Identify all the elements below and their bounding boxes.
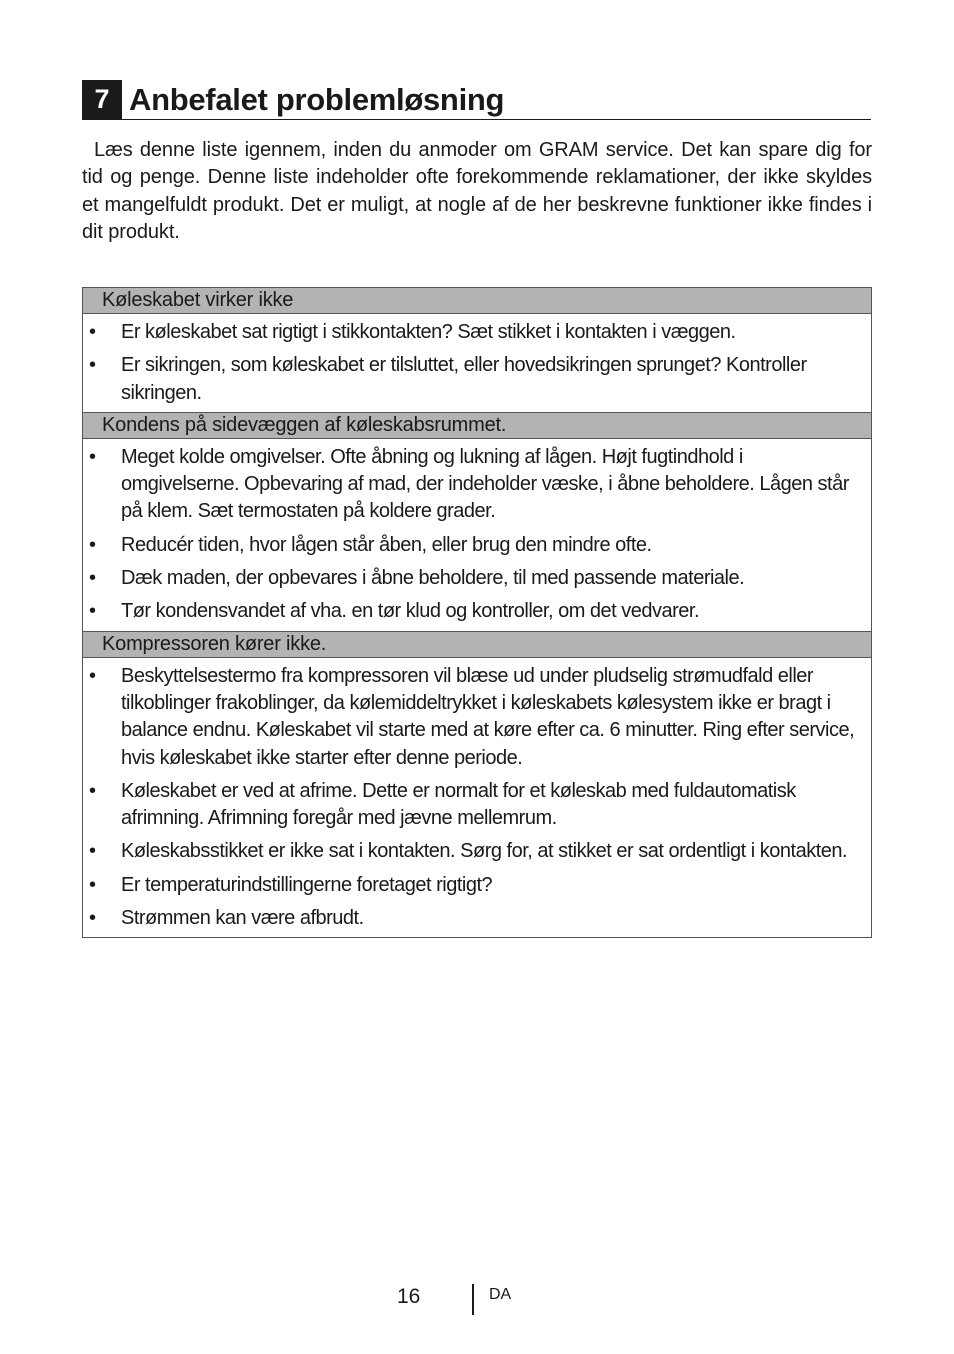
intro-paragraph: Læs denne liste igennem, inden du anmoder om GRAM service. Det kan spare dig for tid og penge. Denne liste indeholder ofte forekommende reklamationer, der ikke skyldes et mangelfuldt produkt. Det er muligt, at nogle af de her beskrevne funktioner ikke findes i dit produkt. xyxy=(82,139,872,243)
list-item: • Tør kondensvandet af vha. en tør klud og kontroller, om det vedvarer. xyxy=(83,598,863,625)
chapter-title: Anbefalet problemløsning xyxy=(129,82,505,117)
chapter-number: 7 xyxy=(82,80,122,119)
section-heading-not-working: Køleskabet virker ikke xyxy=(83,288,871,314)
list-item: • Køleskabsstikket er ikke sat i kontakten. Sørg for, at stikket er sat ordentligt i kontakten. xyxy=(83,838,863,865)
chapter-header xyxy=(82,80,871,120)
list-item: • Beskyttelsestermo fra kompressoren vil blæse ud under pludselig strømudfald eller tilkoblinger frakoblinger, da kølemiddeltrykket i køleskabets kølesystem ikke er bragt i balance endnu. Køleskabet vil starte med at køre efter ca. 6 minutter. Ring efter service, hvis køleskabet ikke starter efter denne periode. xyxy=(83,663,863,772)
list-item: • Er sikringen, som køleskabet er tilsluttet, eller hovedsikringen sprunget? Kontroller sikringen. xyxy=(83,352,863,407)
troubleshooting-table xyxy=(82,287,872,938)
page-number: 16 xyxy=(397,1285,421,1308)
section-heading-condensation: Kondens på sidevæggen af køleskabsrummet. xyxy=(83,412,871,439)
list-item: • Meget kolde omgivelser. Ofte åbning og lukning af lågen. Højt fugtindhold i omgivelserne. Opbevaring af mad, der indeholder væske, i åbne beholdere. Lågen står på klem. Sæt termostaten på koldere grader. xyxy=(83,444,863,526)
list-item: • Dæk maden, der opbevares i åbne beholdere, til med passende materiale. xyxy=(83,565,863,592)
list-item: • Strømmen kan være afbrudt. xyxy=(83,905,863,932)
footer-divider xyxy=(472,1284,474,1315)
list-item: • Er køleskabet sat rigtigt i stikkontakten? Sæt stikket i kontakten i væggen. xyxy=(83,319,863,346)
section-list-compressor xyxy=(83,658,871,938)
section-heading-compressor: Kompressoren kører ikke. xyxy=(83,631,871,658)
section-list-condensation xyxy=(83,439,871,631)
section-list-not-working xyxy=(83,314,871,412)
language-code: DA xyxy=(489,1286,512,1303)
list-item: • Er temperaturindstillingerne foretaget rigtigt? xyxy=(83,872,863,899)
list-item: • Køleskabet er ved at afrime. Dette er normalt for et køleskab med fuldautomatisk afrimning. Afrimning foregår med jævne mellemrum. xyxy=(83,778,863,833)
list-item: • Reducér tiden, hvor lågen står åben, eller brug den mindre ofte. xyxy=(83,532,863,559)
